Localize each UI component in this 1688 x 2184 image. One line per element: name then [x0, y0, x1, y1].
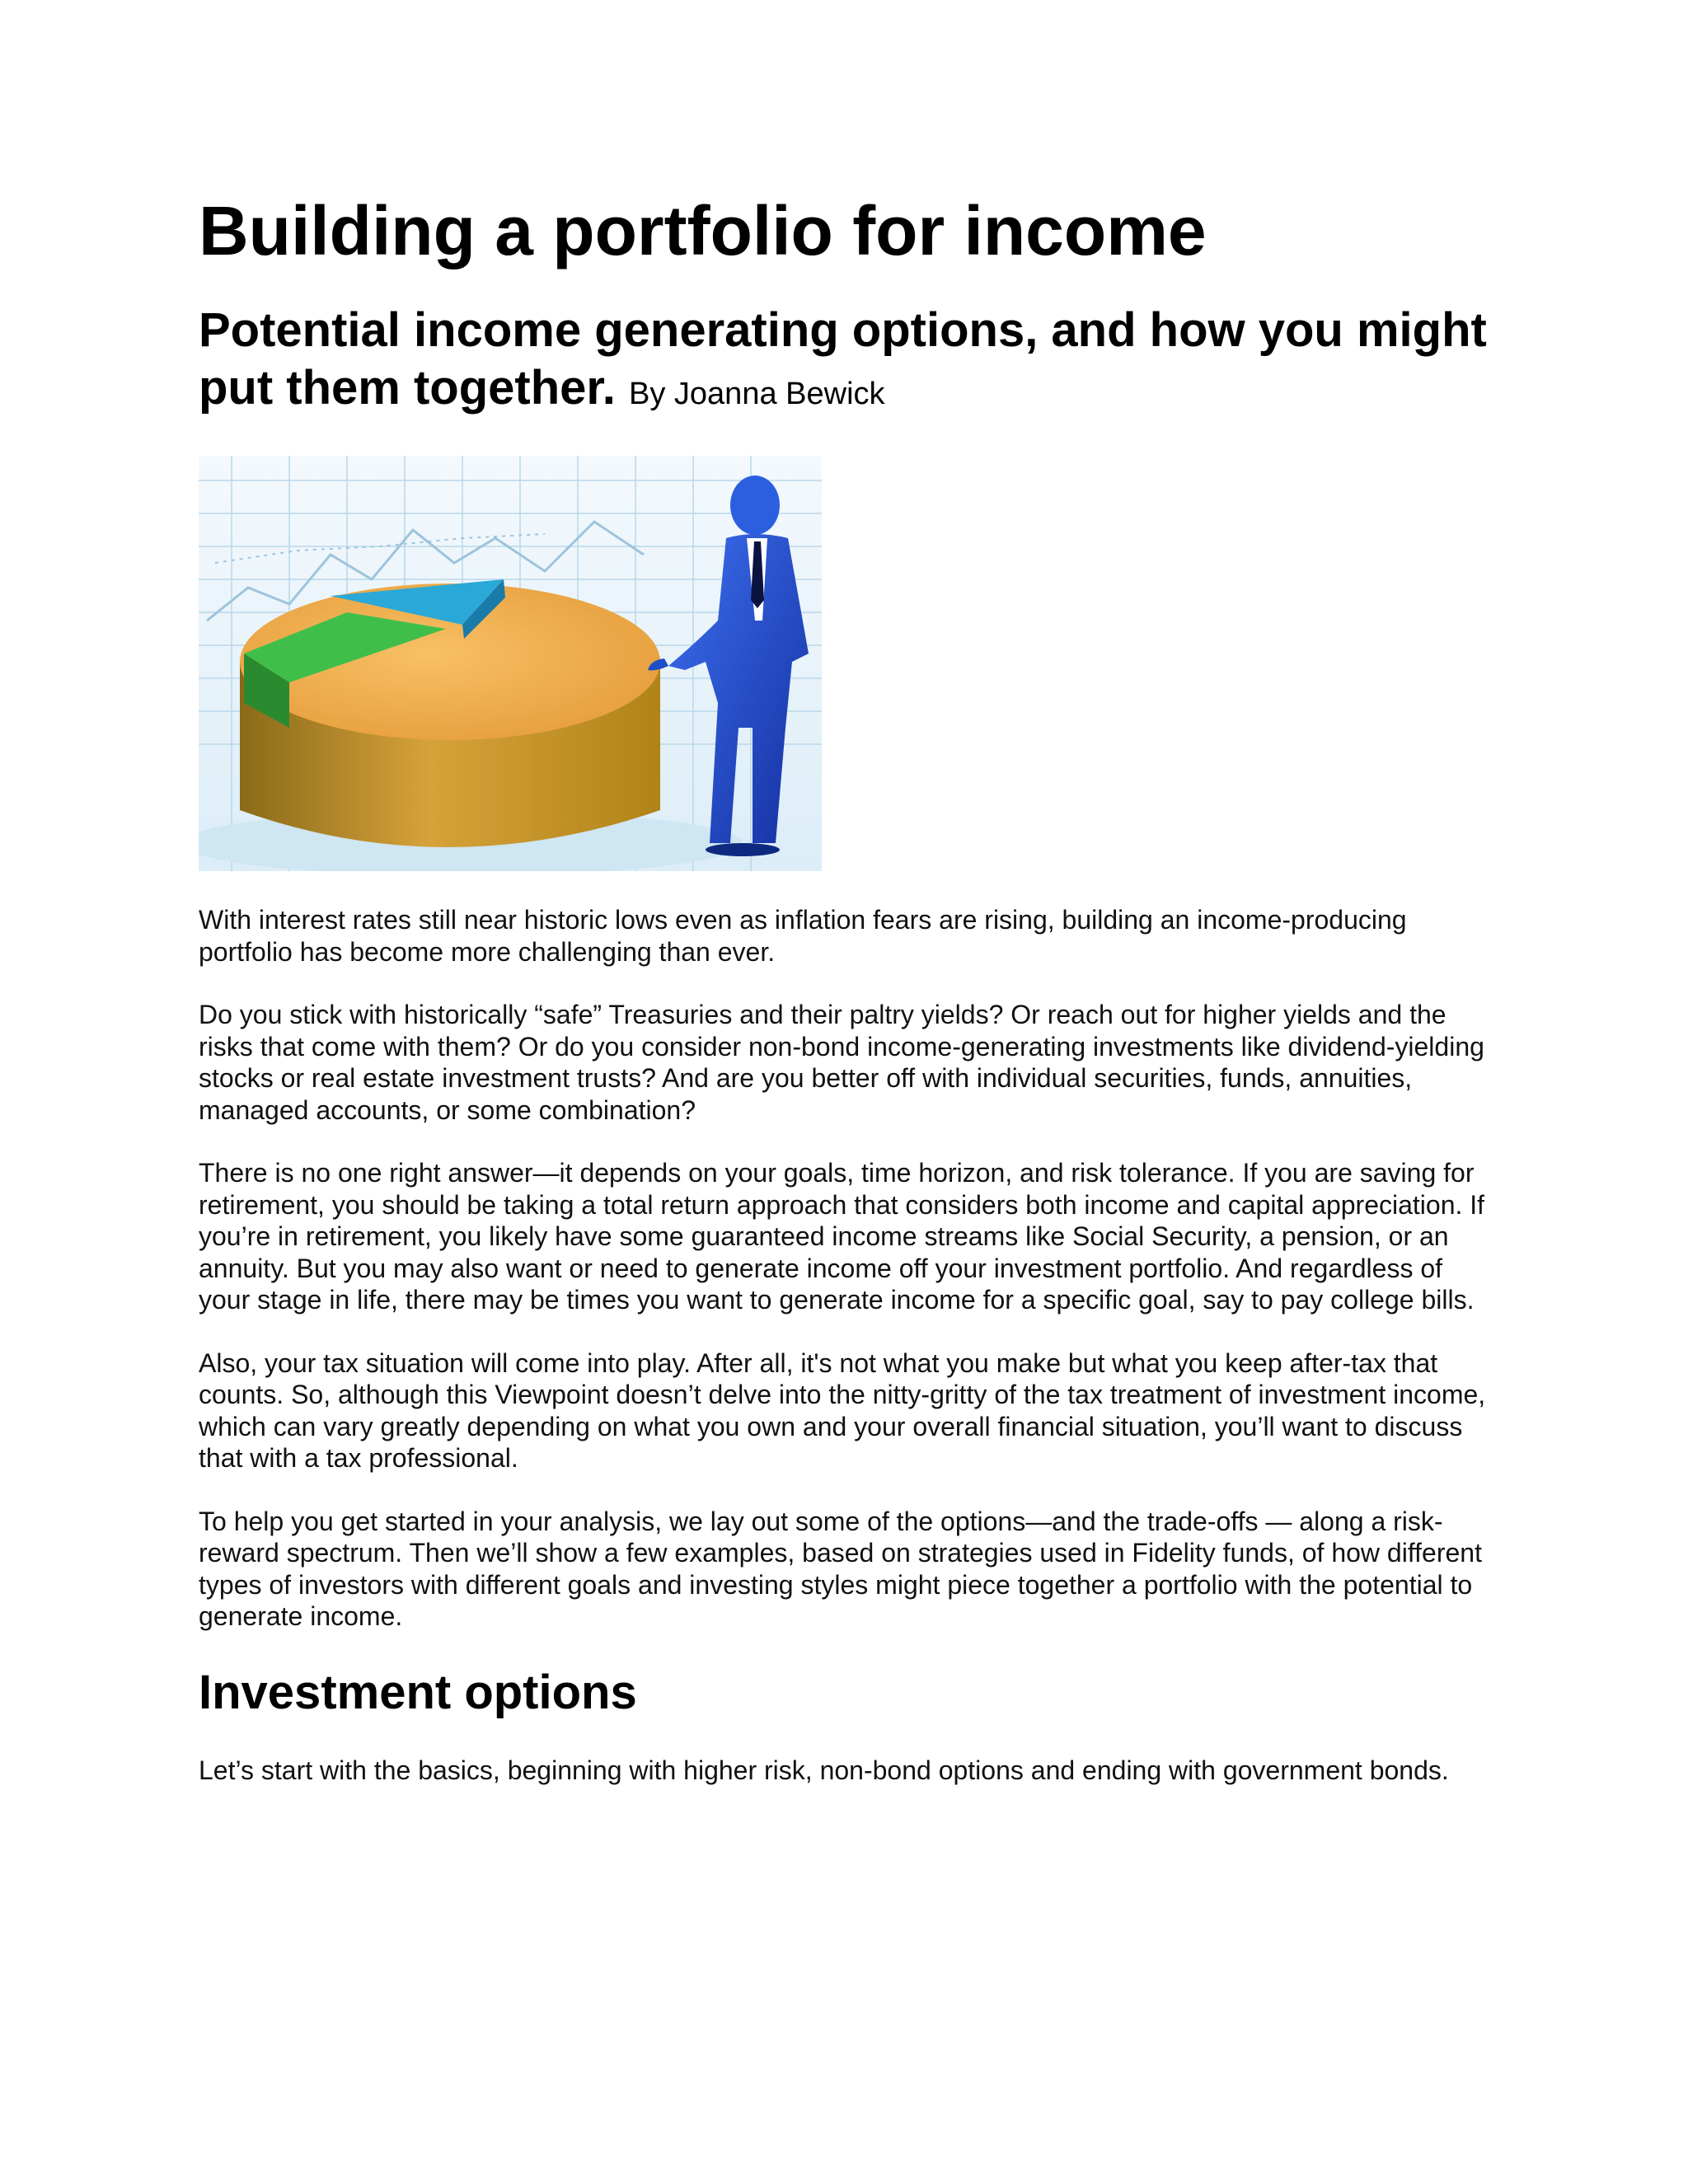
- section-body: [199, 1755, 1501, 1787]
- paragraph: To help you get started in your analysis, we lay out some of the options—and the trade-offs — along a risk-reward spectrum. Then we’ll show a few examples, based on strategies used in Fidelity funds, of how different types of investors with different goals and investing styles might piece together a portfolio with the potential to generate income.: [199, 1506, 1482, 1631]
- article: [199, 190, 1501, 1817]
- article-title: Building a portfolio for income: [199, 192, 1207, 269]
- article-subtitle: [199, 302, 1501, 423]
- paragraph: Do you stick with historically “safe” Treasuries and their paltry yields? Or reach out for higher yields and the risks that come with them? Or do you consider non-bond income-generating investments like dividend-yielding stocks or real estate investment trusts? And are you better off with individual securities, funds, annuities, managed accounts, or some combination?: [199, 1000, 1484, 1125]
- subtitle-text: Potential income generating options, and how you might put them together.: [199, 303, 1487, 415]
- hero-image: [199, 456, 822, 871]
- paragraph: With interest rates still near historic lows even as inflation fears are rising, building an income-producing portfolio has become more challenging than ever.: [199, 905, 1407, 967]
- byline: By Joanna Bewick: [629, 377, 885, 411]
- article-body: [199, 904, 1501, 1633]
- paragraph: There is no one right answer—it depends on your goals, time horizon, and risk tolerance. If you are saving for retirement, you should be taking a total return approach that considers both income and capital appreciation. If you’re in retirement, you likely have some guaranteed income streams like Social Security, a pension, or an annuity. But you may also want or need to generate income off your investment portfolio. And regardless of your stage in life, there may be times you want to generate income for a specific goal, say to pay college bills.: [199, 1158, 1485, 1315]
- section-intro: Let’s start with the basics, beginning with higher risk, non-bond options and ending with government bonds.: [199, 1755, 1449, 1785]
- paragraph: Also, your tax situation will come into play. After all, it's not what you make but what you keep after-tax that counts. So, although this Viewpoint doesn’t delve into the nitty-gritty of the tax treatment of investment income, which can vary greatly depending on what you own and your overall financial situation, you’ll want to discuss that with a tax professional.: [199, 1347, 1486, 1473]
- section-heading: Investment options: [199, 1665, 637, 1719]
